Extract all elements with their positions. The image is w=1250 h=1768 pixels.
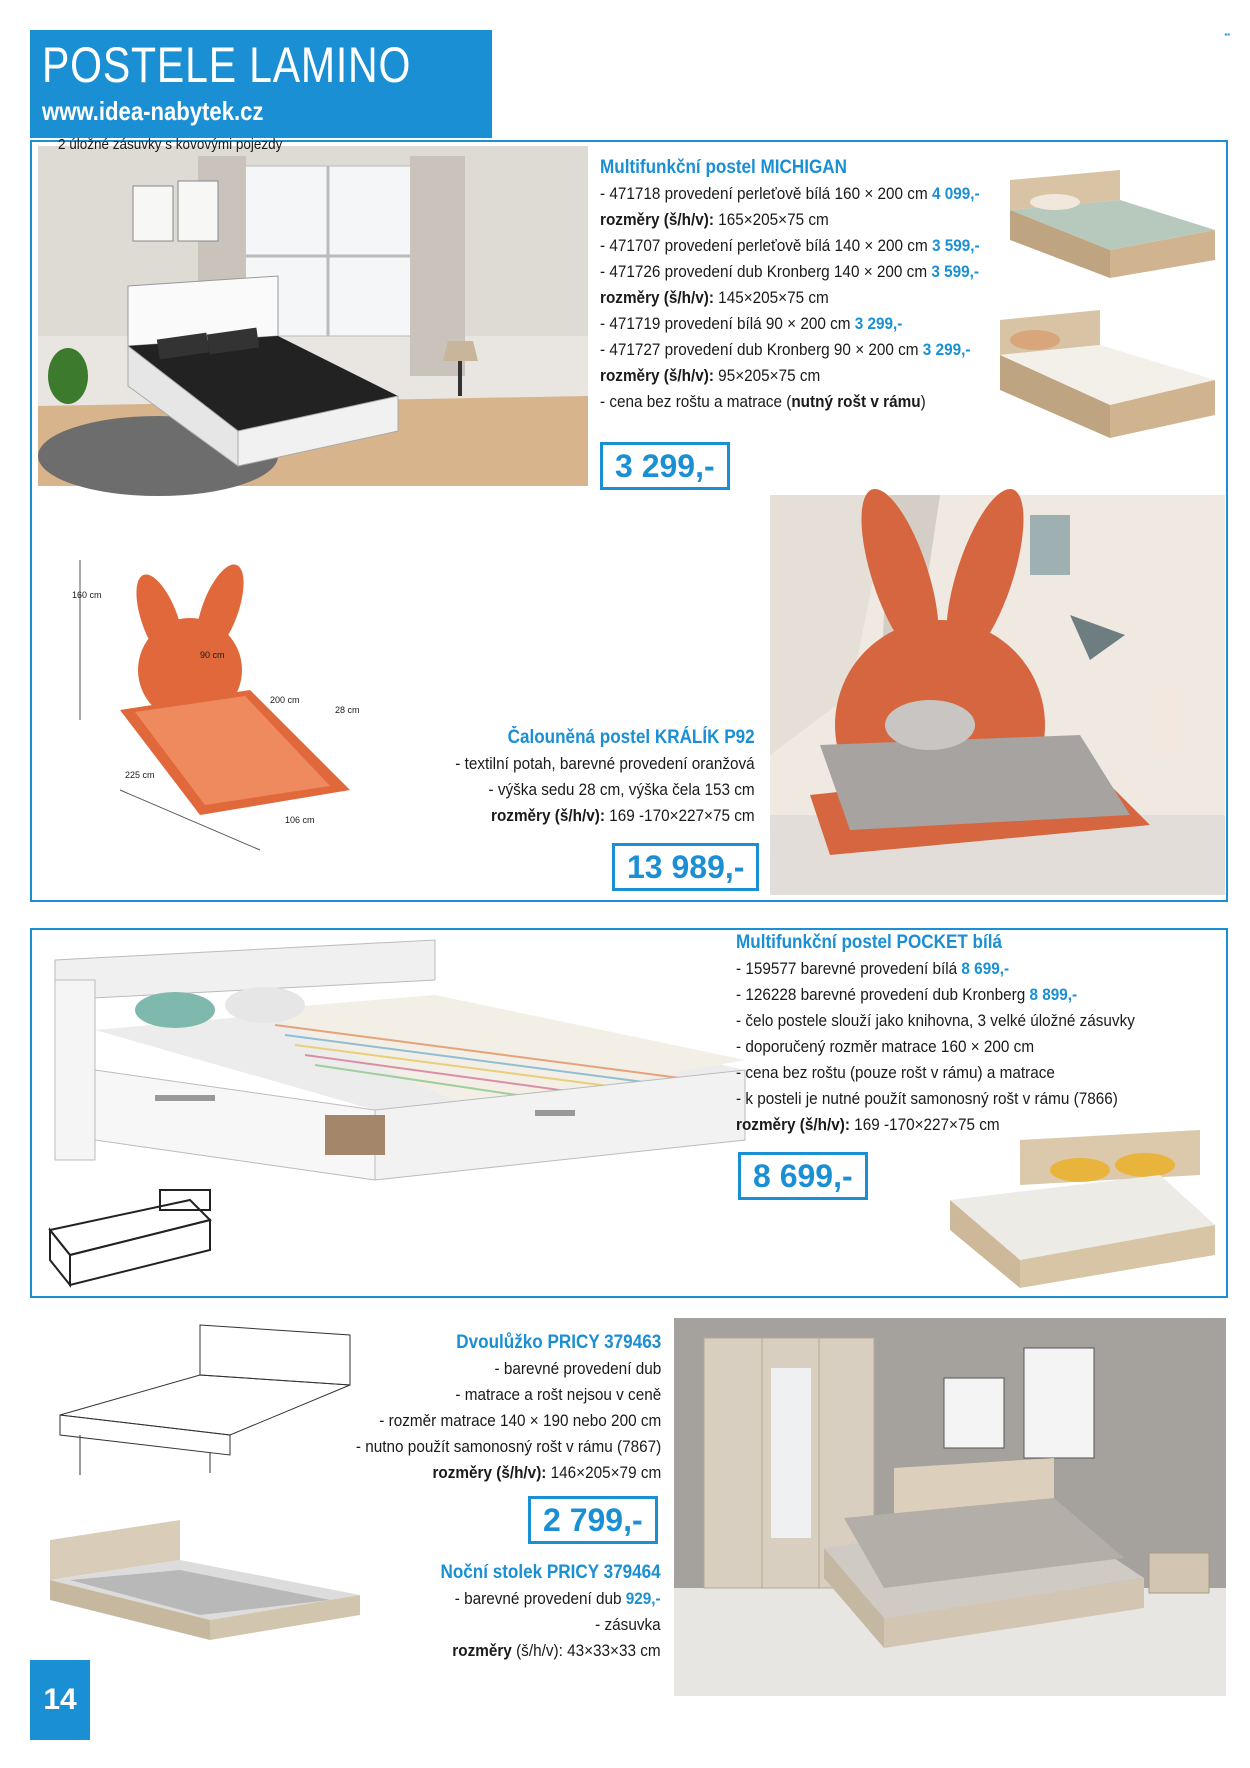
spec-line: - zásuvka [595, 1615, 661, 1634]
dims-value: 146×205×79 cm [546, 1463, 661, 1482]
spec-line [736, 956, 1135, 982]
spec-line [736, 1086, 1135, 1112]
dims-label: rozměry (š/h/v): [491, 806, 606, 825]
variant-price: 8 899,- [1029, 985, 1078, 1004]
spec-line [600, 285, 980, 311]
product-title: Dvoulůžko PRICY 379463 [456, 1332, 661, 1353]
michigan-room-photo [38, 136, 588, 486]
michigan-oak-bed-photo [1000, 160, 1225, 280]
product-title: Multifunkční postel MICHIGAN [600, 157, 847, 178]
spec-text: - cena bez roštu (pouze rošt v rámu) a matrace [736, 1063, 1055, 1082]
pricy-line-drawing [60, 1325, 350, 1475]
price-tag: 8 699,- [738, 1152, 868, 1200]
spec-text: 145×205×75 cm [713, 288, 829, 307]
spec-line [736, 1008, 1135, 1034]
dims-line [456, 803, 755, 829]
dims-value: (š/h/v): 43×33×33 cm [512, 1641, 661, 1660]
product-title: Multifunkční postel POCKET bílá [736, 932, 1003, 953]
dims-label: rozměry (š/h/v): [600, 288, 714, 307]
variant-price: 4 099,- [931, 184, 980, 203]
spec-line [736, 1060, 1135, 1086]
dim-label: 160 cm [72, 590, 102, 600]
spec-line [600, 311, 980, 337]
spec-text: - 471726 provedení dub Kronberg 140 × 200 cm [600, 262, 932, 281]
spec-line [600, 363, 980, 389]
spec-text: - 471719 provedení bílá 90 × 200 cm [600, 314, 855, 333]
spec-line: - rozměr matrace 140 × 190 nebo 200 cm [379, 1411, 661, 1430]
dims-label: rozměry (š/h/v): [600, 366, 714, 385]
pocket-oak-bed-photo [930, 1130, 1225, 1290]
spec-text: ) [920, 392, 926, 411]
pricy-room-photo [674, 1318, 1226, 1696]
brand-header [30, 30, 492, 138]
variant-price: 3 299,- [854, 314, 903, 333]
spec-text: - čelo postele slouží jako knihovna, 3 velké úložné zásuvky [736, 1011, 1135, 1030]
pricy-stand-info [441, 1560, 661, 1664]
spec-text: - barevné provedení dub [455, 1589, 627, 1608]
spec-line [600, 181, 980, 207]
product-title: Čalouněná postel KRÁLÍK P92 [507, 727, 755, 748]
michigan-lines [600, 181, 980, 415]
spec-text: - cena bez roštu a matrace ( [600, 392, 792, 411]
variant-price: 929,- [626, 1589, 661, 1608]
spec-text: - 471707 provedení perleťově bílá 140 × 200 cm [600, 236, 932, 255]
product-title: Noční stolek PRICY 379464 [440, 1562, 661, 1583]
spec-line [600, 207, 980, 233]
photo-caption: 2 úložné zásuvky s kovovými pojezdy [58, 136, 283, 153]
price-tag: 2 799,- [528, 1496, 658, 1544]
dims-label: rozměry [452, 1641, 513, 1660]
pocket-bed-photo [55, 940, 745, 1180]
spec-line [441, 1586, 661, 1612]
page-number: 14 [30, 1660, 90, 1740]
dim-label: 90 cm [200, 650, 225, 660]
spec-text: - 471727 provedení dub Kronberg 90 × 200 cm [600, 340, 923, 359]
pocket-info [736, 930, 1135, 1138]
spec-line: - barevné provedení dub [494, 1359, 661, 1378]
kralik-info [456, 725, 755, 829]
page-title: POSTELE LAMINO [42, 37, 412, 93]
website-url[interactable]: www.idea-nabytek.cz [42, 96, 264, 126]
spec-line [600, 389, 980, 415]
dims-label: rozměry (š/h/v): [600, 210, 714, 229]
dims-line [356, 1460, 661, 1486]
dims-value: 169 -170×227×75 cm [605, 806, 755, 825]
dims-label: rozměry (š/h/v): [432, 1463, 547, 1482]
spec-text: - doporučený rozměr matrace 160 × 200 cm [736, 1037, 1035, 1056]
price-tag: 13 989,- [612, 843, 759, 891]
variant-price: 3 599,- [931, 262, 979, 281]
dims-label: rozměry (š/h/v): [736, 1115, 850, 1134]
dim-label: 225 cm [125, 770, 155, 780]
pocket-line-drawing [40, 1180, 220, 1290]
spec-line [736, 1034, 1135, 1060]
spec-line [600, 233, 980, 259]
michigan-white-bed-photo [990, 300, 1225, 440]
spec-text: - 471718 provedení perleťově bílá 160 × 200 cm [600, 184, 932, 203]
dim-label: 200 cm [270, 695, 300, 705]
michigan-info [600, 155, 980, 415]
spec-text: 165×205×75 cm [713, 210, 829, 229]
kralik-room-photo [770, 495, 1225, 895]
spec-text: 95×205×75 cm [713, 366, 821, 385]
dims-line [441, 1638, 661, 1664]
variant-price: 8 699,- [961, 959, 1010, 978]
spec-line [600, 259, 980, 285]
spec-line: - matrace a rošt nejsou v ceně [455, 1385, 661, 1404]
spec-line: - výška sedu 28 cm, výška čela 153 cm [488, 780, 755, 799]
spec-line [736, 982, 1135, 1008]
pocket-lines [736, 956, 1135, 1112]
spec-line: - nutno použít samonosný rošt v rámu (7867) [355, 1437, 661, 1456]
spec-line: - textilní potah, barevné provedení oranžová [455, 754, 755, 773]
dims-value: 169 -170×227×75 cm [849, 1115, 1000, 1134]
corner-mark-icon: ▪▪ [1224, 30, 1230, 39]
spec-text: - k posteli je nutné použít samonosný rošt v rámu (7866) [736, 1089, 1118, 1108]
variant-price: 3 299,- [922, 340, 971, 359]
kralik-dimension-diagram [60, 560, 360, 850]
spec-emphasis: nutný rošt v rámu [791, 392, 921, 411]
price-tag: 3 299,- [600, 442, 730, 490]
dim-label: 106 cm [285, 815, 315, 825]
spec-line [600, 337, 980, 363]
pricy-bed-photo [50, 1520, 370, 1650]
dim-label: 28 cm [335, 705, 360, 715]
spec-text: - 159577 barevné provedení bílá [736, 959, 962, 978]
pricy-bed-info [356, 1330, 661, 1486]
spec-text: - 126228 barevné provedení dub Kronberg [736, 985, 1030, 1004]
variant-price: 3 599,- [931, 236, 980, 255]
